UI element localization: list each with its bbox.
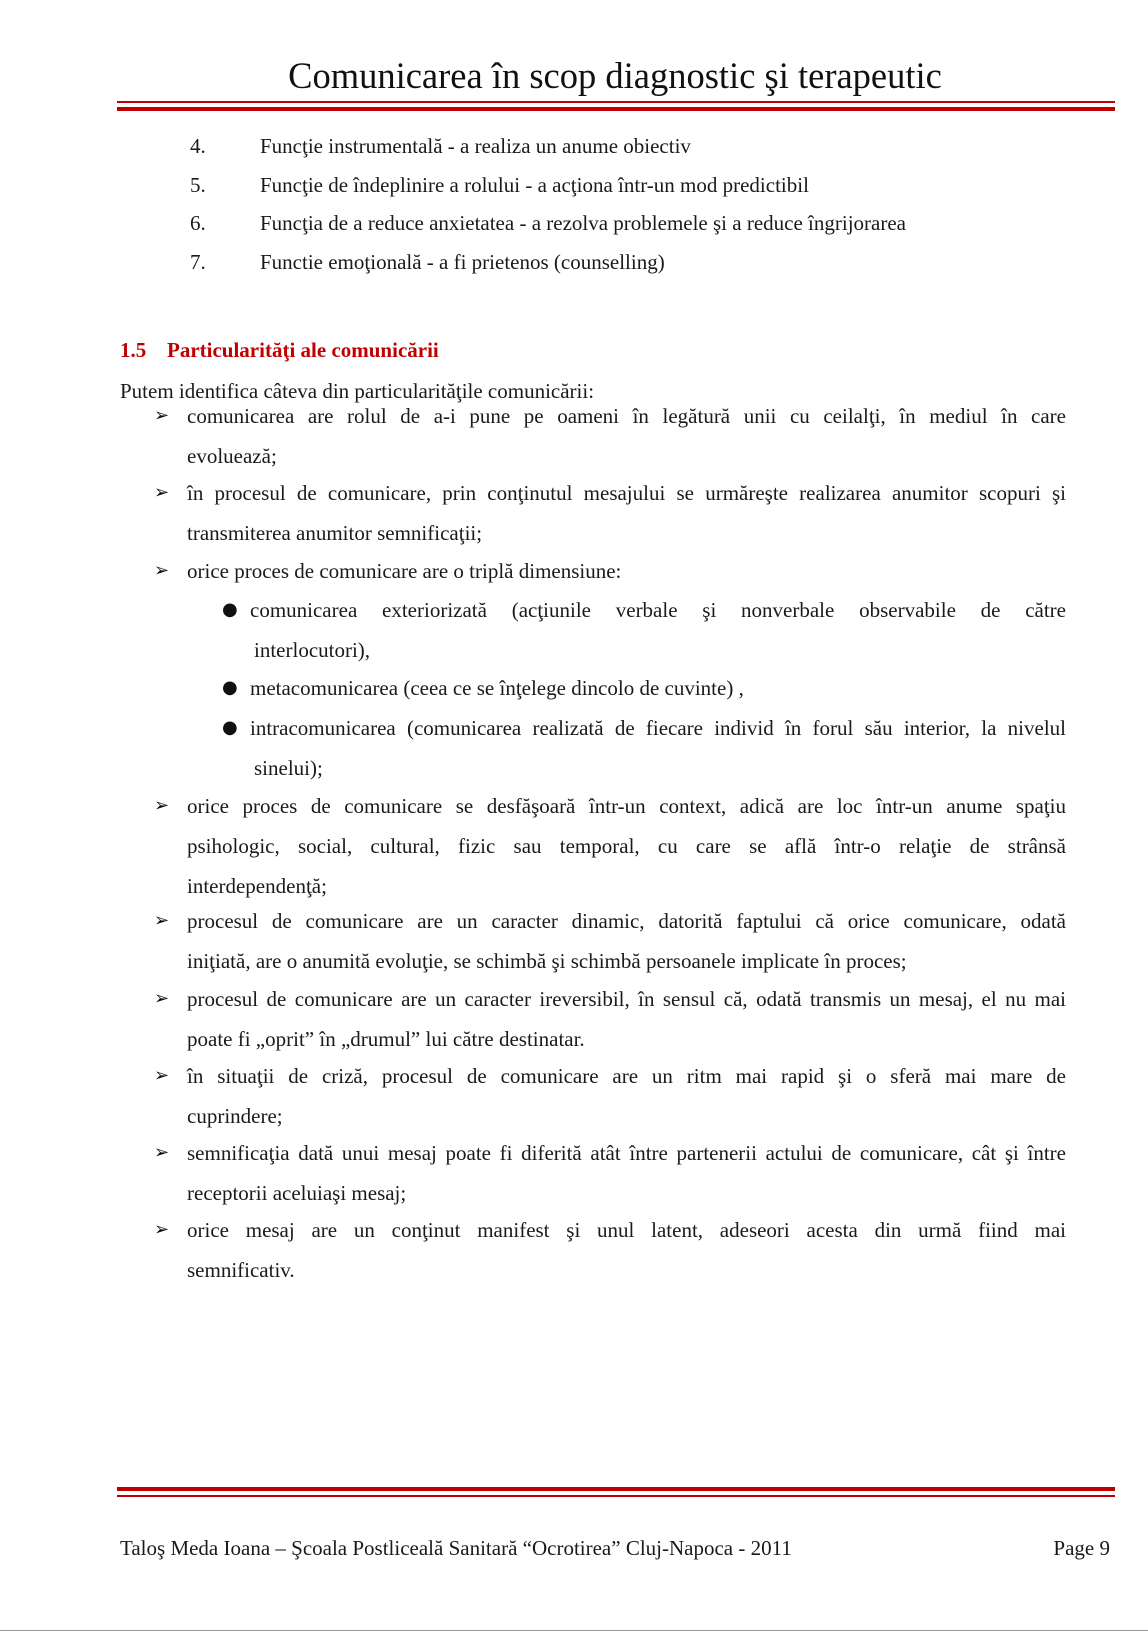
arrow-bullet-icon: ➢ <box>154 1219 170 1240</box>
section-title: Particularităţi ale comunicării <box>167 338 439 362</box>
bullet-line: procesul de comunicare are un caracter dinamic, datorită faptului că orice comunicare, odată <box>187 909 1066 933</box>
footer-rule-thick <box>117 1487 1115 1491</box>
sub-bullet-line: metacomunicarea (ceea ce se înţelege dincolo de cuvinte) , <box>250 676 744 700</box>
sub-bullet-line: interlocutori), <box>254 638 371 662</box>
page-bottom-border <box>0 1630 1148 1631</box>
bullet-line: interdependenţă; <box>187 874 327 898</box>
bullet-item <box>154 1133 1066 1213</box>
sub-bullet-line: sinelui); <box>254 756 323 780</box>
bullet-line: în procesul de comunicare, prin conţinutul mesajului se urmăreşte realizarea anumitor scopuri şi <box>187 481 1066 505</box>
bullet-line: transmiterea anumitor semnificaţii; <box>187 521 483 545</box>
arrow-bullet-icon: ➢ <box>154 560 170 581</box>
bullet-item <box>154 786 1066 906</box>
bullet-line: receptorii aceluiaşi mesaj; <box>187 1181 407 1205</box>
bullet-line: psihologic, social, cultural, fizic sau temporal, cu care se află într-o relaţie de strânsă <box>187 834 1066 858</box>
bullet-line: orice mesaj are un conţinut manifest şi unul latent, adeseori acesta din urmă fiind mai <box>187 1218 1066 1242</box>
list-item-text: Funcţia de a reduce anxietatea - a rezolva problemele şi a reduce îngrijorarea <box>260 211 906 235</box>
section-heading <box>120 337 439 363</box>
list-item-number: 5. <box>190 173 206 197</box>
bullet-item <box>154 396 1066 476</box>
arrow-bullet-icon: ➢ <box>154 910 170 931</box>
footer-author: Taloş Meda Ioana – Şcoala Postliceală Sanitară “Ocrotirea” Cluj-Napoca - 2011 <box>120 1536 792 1560</box>
bullet-line: iniţiată, are o anumită evoluţie, se schimbă şi schimbă persoanele implicate în proces; <box>187 949 907 973</box>
arrow-bullet-icon: ➢ <box>154 1142 170 1163</box>
bullet-line: în situaţii de criză, procesul de comunicare are un ritm mai rapid şi o sferă mai mare de <box>187 1064 1066 1088</box>
dot-bullet-icon: ● <box>222 677 238 698</box>
sub-bullet-item <box>222 590 1066 670</box>
section-intro: Putem identifica câteva din particularităţile comunicării: <box>120 379 595 403</box>
list-item-number: 6. <box>190 211 206 235</box>
section-number: 1.5 <box>120 338 147 362</box>
sub-bullet-line: intracomunicarea (comunicarea realizată de fiecare individ în forul său interior, la nivelul <box>250 716 1066 740</box>
list-item-text: Funcţie instrumentală - a realiza un anume obiectiv <box>260 134 691 158</box>
bullet-line: poate fi „oprit” în „drumul” lui către destinatar. <box>187 1027 585 1051</box>
bullet-line: orice proces de comunicare are o triplă dimensiune: <box>187 559 622 583</box>
list-item-number: 7. <box>190 250 206 274</box>
arrow-bullet-icon: ➢ <box>154 1065 170 1086</box>
arrow-bullet-icon: ➢ <box>154 482 170 503</box>
arrow-bullet-icon: ➢ <box>154 405 170 426</box>
sub-bullet-item <box>222 708 1066 788</box>
list-item-text: Functie emoţională - a fi prietenos (counselling) <box>260 250 665 274</box>
header-rule-thin <box>117 101 1115 103</box>
page-header-title: Comunicarea în scop diagnostic şi terapeutic <box>288 55 942 96</box>
bullet-line: orice proces de comunicare se desfăşoară într-un context, adică are loc într-un anume spaţiu <box>187 794 1066 818</box>
bullet-item <box>154 1056 1066 1136</box>
dot-bullet-icon: ● <box>222 599 238 620</box>
dot-bullet-icon: ● <box>222 717 238 738</box>
page-number: Page 9 <box>1053 1536 1110 1560</box>
bullet-line: comunicarea are rolul de a-i pune pe oameni în legătură unii cu ceilalţi, în mediul în care <box>187 404 1066 428</box>
bullet-item <box>154 473 1066 553</box>
list-item-number: 4. <box>190 134 206 158</box>
bullet-line: procesul de comunicare are un caracter ireversibil, în sensul că, odată transmis un mesaj, el nu mai <box>187 987 1066 1011</box>
bullet-item <box>154 1210 1066 1290</box>
list-item-text: Funcţie de îndeplinire a rolului - a acţiona într-un mod predictibil <box>260 173 809 197</box>
footer-rule-thin <box>117 1495 1115 1497</box>
arrow-bullet-icon: ➢ <box>154 795 170 816</box>
sub-bullet-line: comunicarea exteriorizată (acţiunile verbale şi nonverbale observabile de către <box>250 598 1066 622</box>
bullet-item <box>154 979 1066 1059</box>
bullet-line: cuprindere; <box>187 1104 283 1128</box>
sub-bullet-item <box>222 668 1066 708</box>
bullet-line: evoluează; <box>187 444 277 468</box>
arrow-bullet-icon: ➢ <box>154 988 170 1009</box>
header-rule-thick <box>117 107 1115 111</box>
bullet-item <box>154 551 1066 591</box>
bullet-item <box>154 901 1066 981</box>
bullet-line: semnificativ. <box>187 1258 295 1282</box>
bullet-line: semnificaţia dată unui mesaj poate fi diferită atât între partenerii actului de comunicare, cât şi între <box>187 1141 1066 1165</box>
